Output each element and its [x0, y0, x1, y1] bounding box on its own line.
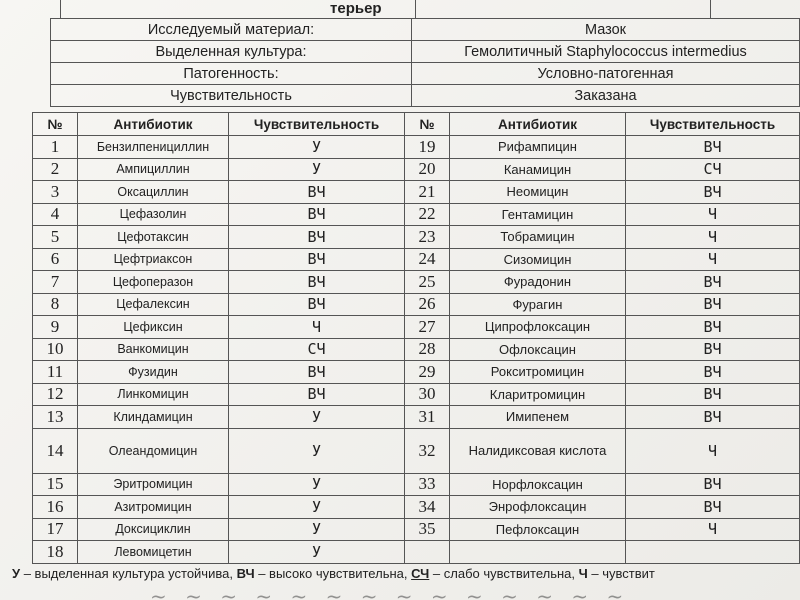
table-row: [33, 316, 800, 339]
sensitivity-left: У: [229, 136, 405, 159]
antibiotic-name-left: Азитромицин: [78, 496, 229, 519]
row-number-right: 23: [405, 226, 450, 249]
table-row: [33, 428, 800, 473]
antibiotic-name-right: Рифампицин: [450, 136, 626, 159]
row-number-left: 15: [33, 473, 78, 496]
legend-ch-text: – чувствит: [587, 566, 655, 581]
sensitivity-left: У: [229, 406, 405, 429]
info-value: Заказана: [412, 85, 800, 107]
antibiotic-name-right: Офлоксацин: [450, 338, 626, 361]
table-row: [33, 293, 800, 316]
table-row: [33, 473, 800, 496]
col-header-sensitivity-right: Чувствительность: [626, 113, 800, 136]
row-number-right: 31: [405, 406, 450, 429]
row-number-left: 9: [33, 316, 78, 339]
info-table: [50, 18, 800, 107]
info-row: [51, 41, 800, 63]
header-divider: [710, 0, 711, 18]
antibiotic-name-left: Ванкомицин: [78, 338, 229, 361]
row-number-left: 10: [33, 338, 78, 361]
sensitivity-right: ВЧ: [626, 181, 800, 204]
row-number-left: 2: [33, 158, 78, 181]
header-divider: [415, 0, 416, 18]
antibiotic-name-right: Неомицин: [450, 181, 626, 204]
sensitivity-left: У: [229, 496, 405, 519]
row-number-left: 18: [33, 541, 78, 564]
table-row: [33, 248, 800, 271]
antibiotic-name-left: Левомицетин: [78, 541, 229, 564]
table-row: [33, 383, 800, 406]
legend-vch-key: ВЧ: [236, 566, 255, 581]
col-header-num-left: №: [33, 113, 78, 136]
sensitivity-right: Ч: [626, 226, 800, 249]
sensitivity-left: У: [229, 473, 405, 496]
row-number-right: 34: [405, 496, 450, 519]
sensitivity-left: ВЧ: [229, 203, 405, 226]
antibiotic-name-left: Цефалексин: [78, 293, 229, 316]
row-number-right: 28: [405, 338, 450, 361]
antibiotic-name-right: Фурадонин: [450, 271, 626, 294]
info-label: Исследуемый материал:: [51, 19, 412, 41]
antibiotic-name-right: Энрофлоксацин: [450, 496, 626, 519]
sensitivity-right: ВЧ: [626, 293, 800, 316]
row-number-right: 33: [405, 473, 450, 496]
sensitivity-left: Ч: [229, 316, 405, 339]
sensitivity-right: ВЧ: [626, 496, 800, 519]
sensitivity-right: ВЧ: [626, 136, 800, 159]
row-number-left: 1: [33, 136, 78, 159]
antibiotic-name-right: Гентамицин: [450, 203, 626, 226]
antibiotic-name-right: Ципрофлоксацин: [450, 316, 626, 339]
sensitivity-left: ВЧ: [229, 361, 405, 384]
row-number-right: 30: [405, 383, 450, 406]
sensitivity-right: Ч: [626, 428, 800, 473]
table-row: [33, 541, 800, 564]
antibiotic-name-left: Линкомицин: [78, 383, 229, 406]
header-title-fragment: терьер: [330, 0, 382, 17]
antibiotic-name-left: Цефиксин: [78, 316, 229, 339]
sensitivity-left: У: [229, 428, 405, 473]
antibiotic-name-right: [450, 541, 626, 564]
table-row: [33, 158, 800, 181]
table-row: [33, 338, 800, 361]
sensitivity-left: ВЧ: [229, 383, 405, 406]
row-number-right: 20: [405, 158, 450, 181]
table-row: [33, 361, 800, 384]
row-number-right: 26: [405, 293, 450, 316]
row-number-right: 29: [405, 361, 450, 384]
legend-sch-text: – слабо чувствительна,: [429, 566, 579, 581]
handwritten-scribble: ~ ~ ~ ~ ~ ~ ~ ~ ~ ~ ~ ~ ~ ~: [150, 584, 630, 600]
row-number-right: 22: [405, 203, 450, 226]
row-number-right: 19: [405, 136, 450, 159]
header-row: [60, 0, 800, 19]
sensitivity-left: У: [229, 158, 405, 181]
antibiotic-name-right: Кларитромицин: [450, 383, 626, 406]
row-number-left: 13: [33, 406, 78, 429]
sensitivity-right: Ч: [626, 248, 800, 271]
sensitivity-right: ВЧ: [626, 316, 800, 339]
info-row: [51, 85, 800, 107]
info-value: Условно-патогенная: [412, 63, 800, 85]
row-number-right: 24: [405, 248, 450, 271]
row-number-left: 11: [33, 361, 78, 384]
row-number-left: 7: [33, 271, 78, 294]
antibiotic-name-left: Эритромицин: [78, 473, 229, 496]
sensitivity-right: Ч: [626, 518, 800, 541]
info-row: [51, 63, 800, 85]
sensitivity-right: ВЧ: [626, 271, 800, 294]
antibiotic-name-left: Цефоперазон: [78, 271, 229, 294]
info-label: Выделенная культура:: [51, 41, 412, 63]
col-header-antibiotic-right: Антибиотик: [450, 113, 626, 136]
row-number-right: 32: [405, 428, 450, 473]
table-row: [33, 181, 800, 204]
row-number-left: 14: [33, 428, 78, 473]
info-value: Гемолитичный Staphylococcus intermedius: [412, 41, 800, 63]
info-row: [51, 19, 800, 41]
antibiotic-name-right: Рокситромицин: [450, 361, 626, 384]
antibiotic-name-left: Олеандомицин: [78, 428, 229, 473]
legend-sch-key: СЧ: [411, 566, 430, 581]
antibiotic-name-left: Бензилпенициллин: [78, 136, 229, 159]
antibiotic-name-right: Тобрамицин: [450, 226, 626, 249]
sensitivity-left: ВЧ: [229, 248, 405, 271]
antibiotic-name-right: Канамицин: [450, 158, 626, 181]
sensitivity-right: СЧ: [626, 158, 800, 181]
table-row: [33, 496, 800, 519]
sensitivity-left: У: [229, 541, 405, 564]
antibiotic-name-left: Клиндамицин: [78, 406, 229, 429]
table-row: [33, 226, 800, 249]
table-header-row: [33, 113, 800, 136]
row-number-left: 4: [33, 203, 78, 226]
antibiotic-name-right: Имипенем: [450, 406, 626, 429]
sensitivity-left: ВЧ: [229, 226, 405, 249]
sensitivity-left: СЧ: [229, 338, 405, 361]
legend-u-text: – выделенная культура устойчива,: [20, 566, 237, 581]
antibiotic-name-left: Цефазолин: [78, 203, 229, 226]
antibiotic-table: [32, 112, 800, 564]
row-number-right: [405, 541, 450, 564]
info-label: Чувствительность: [51, 85, 412, 107]
row-number-left: 3: [33, 181, 78, 204]
row-number-left: 5: [33, 226, 78, 249]
sensitivity-right: ВЧ: [626, 338, 800, 361]
sensitivity-left: ВЧ: [229, 181, 405, 204]
sensitivity-right: [626, 541, 800, 564]
antibiotic-name-left: Оксациллин: [78, 181, 229, 204]
antibiotic-name-left: Цефотаксин: [78, 226, 229, 249]
legend-ch-key: Ч: [578, 566, 588, 581]
antibiotic-name-right: Налидиксовая кислота: [450, 428, 626, 473]
table-row: [33, 518, 800, 541]
row-number-left: 17: [33, 518, 78, 541]
table-row: [33, 271, 800, 294]
header-divider: [60, 0, 61, 18]
legend-u-key: У: [12, 566, 21, 581]
table-row: [33, 406, 800, 429]
sensitivity-right: ВЧ: [626, 383, 800, 406]
sensitivity-right: ВЧ: [626, 406, 800, 429]
table-row: [33, 203, 800, 226]
sensitivity-right: Ч: [626, 203, 800, 226]
antibiotic-name-right: Норфлоксацин: [450, 473, 626, 496]
row-number-right: 27: [405, 316, 450, 339]
table-row: [33, 136, 800, 159]
antibiotic-name-left: Фузидин: [78, 361, 229, 384]
row-number-right: 25: [405, 271, 450, 294]
col-header-sensitivity-left: Чувствительность: [229, 113, 405, 136]
sensitivity-right: ВЧ: [626, 361, 800, 384]
legend-vch-text: – высоко чувствительна,: [254, 566, 412, 581]
antibiotic-name-left: Ампициллин: [78, 158, 229, 181]
antibiotic-name-right: Фурагин: [450, 293, 626, 316]
antibiotic-name-left: Цефтриаксон: [78, 248, 229, 271]
info-value: Мазок: [412, 19, 800, 41]
info-label: Патогенность:: [51, 63, 412, 85]
antibiotic-name-right: Сизомицин: [450, 248, 626, 271]
antibiotic-name-left: Доксициклин: [78, 518, 229, 541]
sensitivity-left: У: [229, 518, 405, 541]
row-number-left: 8: [33, 293, 78, 316]
antibiotic-name-right: Пефлоксацин: [450, 518, 626, 541]
col-header-num-right: №: [405, 113, 450, 136]
row-number-left: 6: [33, 248, 78, 271]
row-number-right: 21: [405, 181, 450, 204]
sensitivity-left: ВЧ: [229, 271, 405, 294]
sensitivity-left: ВЧ: [229, 293, 405, 316]
row-number-left: 12: [33, 383, 78, 406]
row-number-right: 35: [405, 518, 450, 541]
sensitivity-right: ВЧ: [626, 473, 800, 496]
col-header-antibiotic-left: Антибиотик: [78, 113, 229, 136]
row-number-left: 16: [33, 496, 78, 519]
legend: [12, 566, 800, 581]
